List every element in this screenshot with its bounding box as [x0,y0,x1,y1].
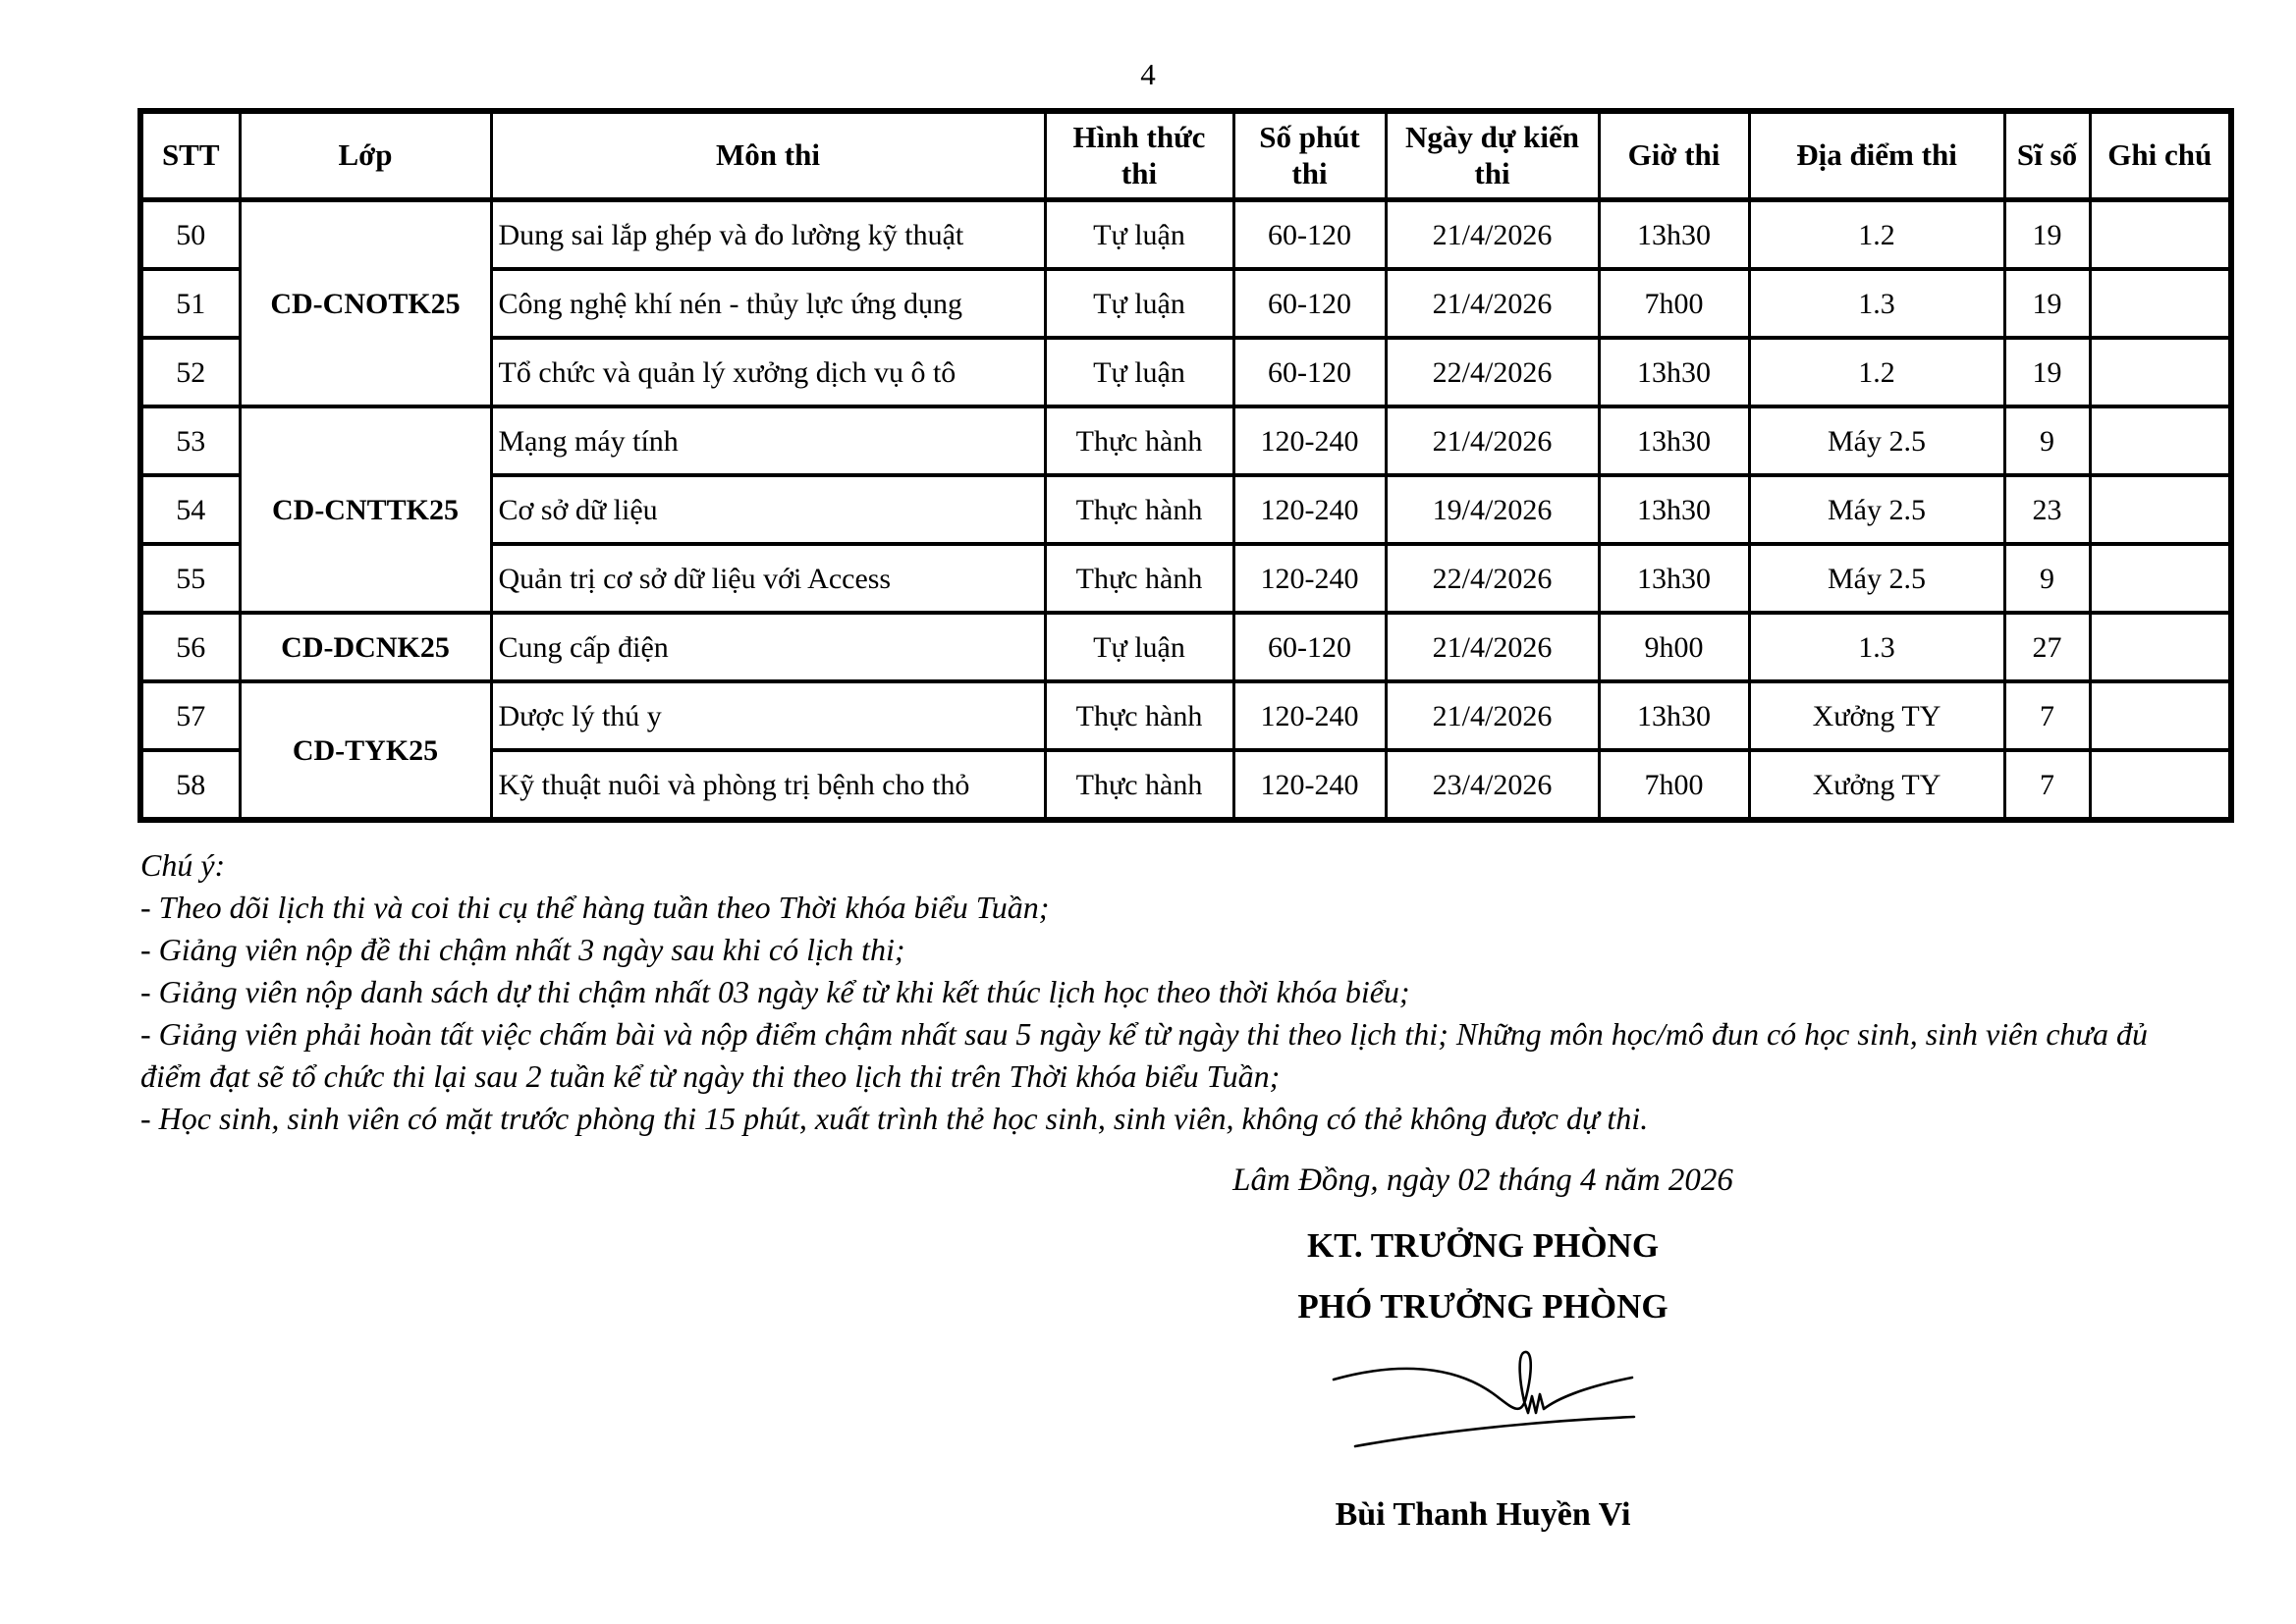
cell-gio: 9h00 [1599,613,1749,681]
cell-stt: 57 [140,681,240,750]
table-row [140,613,2231,681]
column-header-hinh-thuc-thi: Hình thức thi [1045,111,1233,200]
cell-ghi-chu [2090,200,2231,270]
cell-hinh-thuc: Thực hành [1045,475,1233,544]
cell-so-phut: 120-240 [1233,475,1386,544]
cell-mon-thi: Kỹ thuật nuôi và phòng trị bệnh cho thỏ [491,750,1045,820]
table-row [140,200,2231,270]
exam-schedule-table [137,108,2234,823]
cell-stt: 56 [140,613,240,681]
cell-si-so: 19 [2004,269,2090,338]
column-header-dia-diem-thi: Địa điểm thi [1749,111,2004,200]
cell-ghi-chu [2090,406,2231,475]
cell-mon-thi: Công nghệ khí nén - thủy lực ứng dụng [491,269,1045,338]
cell-dia-diem: 1.3 [1749,269,2004,338]
cell-ghi-chu [2090,269,2231,338]
cell-stt: 52 [140,338,240,406]
column-header-lop: Lớp [240,111,491,200]
cell-so-phut: 120-240 [1233,750,1386,820]
cell-ghi-chu [2090,613,2231,681]
cell-gio: 13h30 [1599,544,1749,613]
cell-si-so: 7 [2004,750,2090,820]
cell-hinh-thuc: Tự luận [1045,338,1233,406]
cell-stt: 53 [140,406,240,475]
cell-dia-diem: Máy 2.5 [1749,475,2004,544]
cell-ngay: 21/4/2026 [1386,613,1599,681]
page-number: 4 [1140,57,1156,91]
cell-dia-diem: 1.2 [1749,200,2004,270]
signature-title: KT. TRƯỞNG PHÒNG [1306,1226,1660,1265]
note-item: - Học sinh, sinh viên có mặt trước phòng thi 15 phút, xuất trình thẻ học sinh, sinh viên, không có thẻ không được dự thi. [140,1101,1649,1136]
table-row [140,681,2231,750]
cell-lop: CD-CNOTK25 [240,200,491,407]
cell-dia-diem: 1.2 [1749,338,2004,406]
note-item: - Giảng viên nộp danh sách dự thi chậm nhất 03 ngày kể từ khi kết thúc lịch học theo thời khóa biểu; [140,974,1410,1009]
cell-gio: 13h30 [1599,475,1749,544]
cell-ngay: 19/4/2026 [1386,475,1599,544]
cell-hinh-thuc: Thực hành [1045,681,1233,750]
cell-mon-thi: Dung sai lắp ghép và đo lường kỹ thuật [491,200,1045,270]
note-item: - Giảng viên nộp đề thi chậm nhất 3 ngày sau khi có lịch thi; [140,932,905,967]
cell-mon-thi: Cơ sở dữ liệu [491,475,1045,544]
cell-hinh-thuc: Tự luận [1045,613,1233,681]
cell-si-so: 23 [2004,475,2090,544]
cell-dia-diem: Xưởng TY [1749,681,2004,750]
table-row [140,406,2231,475]
cell-hinh-thuc: Tự luận [1045,269,1233,338]
cell-ghi-chu [2090,681,2231,750]
cell-stt: 58 [140,750,240,820]
cell-si-so: 9 [2004,544,2090,613]
cell-gio: 13h30 [1599,681,1749,750]
cell-gio: 13h30 [1599,406,1749,475]
cell-ngay: 21/4/2026 [1386,200,1599,270]
cell-so-phut: 120-240 [1233,544,1386,613]
cell-so-phut: 60-120 [1233,613,1386,681]
cell-lop: CD-CNTTK25 [240,406,491,613]
cell-ngay: 22/4/2026 [1386,544,1599,613]
notes-section [140,844,2183,1140]
cell-mon-thi: Dược lý thú y [491,681,1045,750]
cell-mon-thi: Cung cấp điện [491,613,1045,681]
cell-stt: 54 [140,475,240,544]
cell-ngay: 22/4/2026 [1386,338,1599,406]
signature-block [1041,1164,1925,1533]
cell-so-phut: 60-120 [1233,200,1386,270]
cell-ngay: 21/4/2026 [1386,681,1599,750]
cell-stt: 51 [140,269,240,338]
cell-ghi-chu [2090,544,2231,613]
cell-si-so: 27 [2004,613,2090,681]
signature-deputy-title: PHÓ TRƯỞNG PHÒNG [1297,1287,1668,1326]
column-header-ngay-du-kien-thi: Ngày dự kiến thi [1386,111,1599,200]
cell-mon-thi: Tổ chức và quản lý xưởng dịch vụ ô tô [491,338,1045,406]
cell-gio: 7h00 [1599,750,1749,820]
column-header-gio-thi: Giờ thi [1599,111,1749,200]
cell-si-so: 7 [2004,681,2090,750]
cell-so-phut: 60-120 [1233,338,1386,406]
column-header-ghi-chu: Ghi chú [2090,111,2231,200]
note-item: - Giảng viên phải hoàn tất việc chấm bài và nộp điểm chậm nhất sau 5 ngày kể từ ngày thi theo lịch thi; Những môn học/mô đun có học sinh, sinh viên chưa đủ điểm đạt sẽ tổ chức thi lại sau 2 tuần kể từ ngày thi theo lịch thi trên Thời khóa biểu Tuần; [140,1016,2148,1094]
cell-dia-diem: Máy 2.5 [1749,406,2004,475]
cell-lop: CD-TYK25 [240,681,491,820]
cell-lop: CD-DCNK25 [240,613,491,681]
cell-hinh-thuc: Thực hành [1045,406,1233,475]
cell-hinh-thuc: Thực hành [1045,750,1233,820]
column-header-so-phut-thi: Số phút thi [1233,111,1386,200]
cell-si-so: 19 [2004,200,2090,270]
cell-mon-thi: Quản trị cơ sở dữ liệu với Access [491,544,1045,613]
handwritten-signature-image [1326,1344,1640,1460]
cell-ghi-chu [2090,475,2231,544]
column-header-si-so: Sĩ số [2004,111,2090,200]
cell-ghi-chu [2090,750,2231,820]
cell-dia-diem: Máy 2.5 [1749,544,2004,613]
cell-stt: 55 [140,544,240,613]
cell-stt: 50 [140,200,240,270]
cell-si-so: 9 [2004,406,2090,475]
cell-ngay: 21/4/2026 [1386,406,1599,475]
cell-mon-thi: Mạng máy tính [491,406,1045,475]
cell-dia-diem: 1.3 [1749,613,2004,681]
cell-ngay: 21/4/2026 [1386,269,1599,338]
cell-si-so: 19 [2004,338,2090,406]
cell-ghi-chu [2090,338,2231,406]
header-row [140,111,2231,200]
cell-hinh-thuc: Tự luận [1045,200,1233,270]
cell-so-phut: 60-120 [1233,269,1386,338]
note-item: - Theo dõi lịch thi và coi thi cụ thể hàng tuần theo Thời khóa biểu Tuần; [140,890,1050,925]
cell-gio: 13h30 [1599,200,1749,270]
cell-so-phut: 120-240 [1233,406,1386,475]
cell-gio: 13h30 [1599,338,1749,406]
notes-label: Chú ý: [140,847,226,883]
cell-ngay: 23/4/2026 [1386,750,1599,820]
column-header-stt: STT [140,111,240,200]
cell-hinh-thuc: Thực hành [1045,544,1233,613]
signatory-name: Bùi Thanh Huyền Vi [1335,1496,1631,1533]
cell-dia-diem: Xưởng TY [1749,750,2004,820]
column-header-mon-thi: Môn thi [491,111,1045,200]
cell-so-phut: 120-240 [1233,681,1386,750]
signature-place-date: Lâm Đồng, ngày 02 tháng 4 năm 2026 [1232,1163,1733,1198]
cell-gio: 7h00 [1599,269,1749,338]
